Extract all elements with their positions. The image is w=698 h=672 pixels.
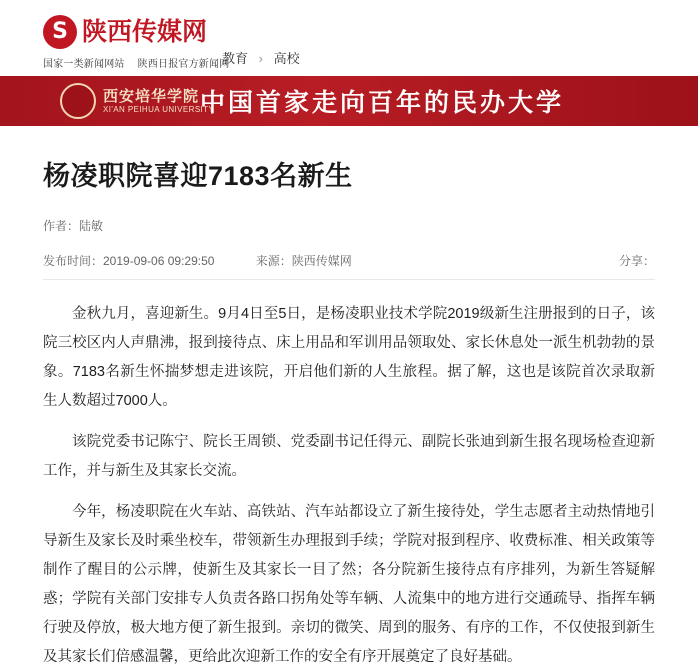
ad-banner[interactable] [0, 76, 698, 126]
logo-mark-icon: S [43, 15, 77, 49]
article-body [43, 300, 655, 672]
logo-subtitle-item-2: 陕西日报官方新闻网 [137, 59, 230, 70]
school-seal-icon [60, 83, 96, 119]
banner-school-name-cn: 西安培华学院 [103, 87, 200, 105]
site-logo[interactable] [43, 14, 230, 70]
article-paragraph: 今年，杨凌职院在火车站、高铁站、汽车站都设立了新生接待处，学生志愿者主动热情地引导新生及家长及时乘坐校车，带领新生办理报到手续；学院对报到程序、收费标准、相关政策等制作了醒目的公示牌，使新生及其家长一目了然；各分院新生接待点有序排列，为新生答疑解惑；学院有关部门安排专人负责各路口拐角处等车辆、人流集中的地方进行交通疏导、指挥车辆行驶及停放，极大地方便了新生报到。亲切的微笑、周到的服务、有序的工作，不仅使报到新生及其家长们倍感温馨，更给此次迎新工作的安全有序开展奠定了良好基础。 [43, 504, 655, 665]
logo-main [43, 14, 208, 50]
article-meta [43, 252, 655, 280]
banner-school-block [0, 83, 215, 119]
banner-school-name-en: XI'AN PEIHUA UNIVERSITY [103, 105, 215, 115]
banner-slogan: 中国首家走向百年的民办大学 [200, 89, 565, 117]
logo-subtitle [43, 55, 230, 70]
article [0, 154, 698, 672]
breadcrumb-item-college[interactable]: 高校 [273, 51, 300, 66]
page-title: 杨凌职院喜迎7183名新生 [43, 161, 353, 191]
logo-text: 陕西传媒网 [82, 18, 208, 46]
breadcrumb-separator-icon: › [258, 51, 263, 66]
site-header [0, 0, 698, 76]
logo-subtitle-item-1: 国家一类新闻网站 [43, 59, 125, 70]
article-author: 作者：陆敏 [43, 219, 104, 233]
breadcrumb [222, 48, 300, 67]
banner-school-text [103, 88, 214, 114]
article-paragraph: 该院党委书记陈宁、院长王周锁、党委副书记任得元、副院长张迪到新生报名现场检查迎新工作，并与新生及其家长交流。 [43, 434, 655, 479]
publish-time: 发布时间：2019-09-06 09:29:50 [43, 254, 215, 268]
share-label[interactable]: 分享： [618, 254, 655, 268]
article-source: 来源：陕西传媒网 [255, 254, 352, 268]
breadcrumb-item-education[interactable]: 教育 [222, 51, 249, 66]
article-paragraph: 金秋九月，喜迎新生。9月4日至5日，是杨凌职业技术学院2019级新生注册报到的日子，该院三校区内人声鼎沸，报到接待点、床上用品和军训用品领取处、家长休息处一派生机勃勃的景象。7183名新生怀揣梦想走进该院，开启他们新的人生旅程。据了解，这也是该院首次录取新生人数超过7000人。 [43, 306, 655, 409]
